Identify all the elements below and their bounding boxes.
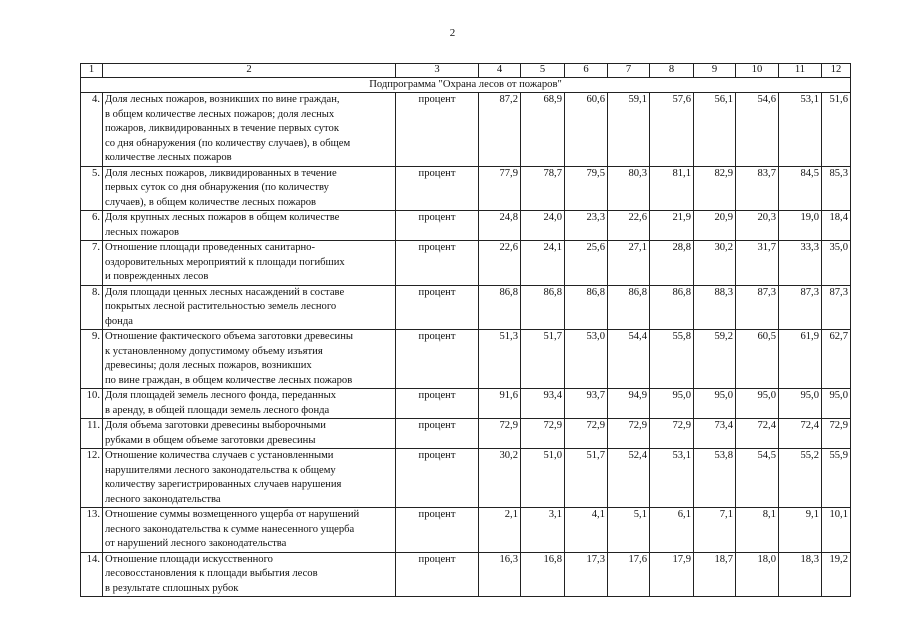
- value-cell: 72,4: [736, 419, 779, 449]
- description-line: в результате сплошных рубок: [105, 582, 239, 594]
- table-row: [81, 211, 851, 241]
- description-line: оздоровительных мероприятий к площади погибших: [105, 256, 345, 268]
- column-header: 7: [608, 64, 650, 78]
- value-cell: 93,4: [521, 389, 565, 419]
- row-number: 14.: [81, 552, 103, 597]
- table-header-row: [81, 64, 851, 78]
- unit-cell: процент: [396, 419, 479, 449]
- value-cell: 19,2: [822, 552, 851, 597]
- subprogram-title: Подпрограмма "Охрана лесов от пожаров": [81, 78, 851, 93]
- value-cell: 85,3: [822, 166, 851, 211]
- description-line: в общем количестве лесных пожаров; доля лесных: [105, 108, 335, 120]
- value-cell: 17,6: [608, 552, 650, 597]
- row-number: 7.: [81, 241, 103, 286]
- value-cell: 82,9: [694, 166, 736, 211]
- value-cell: 51,7: [565, 449, 608, 508]
- value-cell: 87,3: [779, 285, 822, 330]
- description-line: Доля лесных пожаров, ликвидированных в течение: [105, 167, 337, 179]
- value-cell: 87,3: [736, 285, 779, 330]
- unit-cell: процент: [396, 449, 479, 508]
- value-cell: 24,1: [521, 241, 565, 286]
- value-cell: 18,3: [779, 552, 822, 597]
- row-number: 6.: [81, 211, 103, 241]
- table-row: [81, 166, 851, 211]
- value-cell: 55,9: [822, 449, 851, 508]
- value-cell: 54,5: [736, 449, 779, 508]
- value-cell: 93,7: [565, 389, 608, 419]
- value-cell: 17,9: [650, 552, 694, 597]
- row-number: 5.: [81, 166, 103, 211]
- value-cell: 18,0: [736, 552, 779, 597]
- indicator-description: [103, 166, 396, 211]
- value-cell: 3,1: [521, 508, 565, 553]
- description-line: лесовосстановления к площади выбытия лесов: [105, 568, 318, 579]
- row-number: 10.: [81, 389, 103, 419]
- unit-cell: процент: [396, 166, 479, 211]
- unit-cell: процент: [396, 389, 479, 419]
- value-cell: 57,6: [650, 93, 694, 167]
- value-cell: 21,9: [650, 211, 694, 241]
- unit-cell: процент: [396, 93, 479, 167]
- value-cell: 23,3: [565, 211, 608, 241]
- description-line: Доля крупных лесных пожаров в общем количестве: [105, 212, 340, 223]
- description-line: Доля площади ценных лесных насаждений в составе: [105, 286, 345, 298]
- description-line: и поврежденных лесов: [105, 271, 209, 282]
- value-cell: 2,1: [479, 508, 521, 553]
- description-line: со дня обнаружения (по количеству случаев), в общем: [105, 137, 351, 149]
- value-cell: 22,6: [608, 211, 650, 241]
- value-cell: 83,7: [736, 166, 779, 211]
- value-cell: 72,9: [608, 419, 650, 449]
- indicator-description: [103, 285, 396, 330]
- indicator-description: [103, 552, 396, 597]
- column-header: 11: [779, 64, 822, 78]
- value-cell: 7,1: [694, 508, 736, 553]
- value-cell: 24,8: [479, 211, 521, 241]
- column-header: 10: [736, 64, 779, 78]
- row-number: 12.: [81, 449, 103, 508]
- column-header: 2: [103, 64, 396, 78]
- description-line: пожаров, ликвидированных в течение первых суток: [105, 123, 339, 134]
- value-cell: 31,7: [736, 241, 779, 286]
- value-cell: 53,1: [650, 449, 694, 508]
- row-number: 13.: [81, 508, 103, 553]
- value-cell: 33,3: [779, 241, 822, 286]
- value-cell: 18,4: [822, 211, 851, 241]
- description-line: по вине граждан, в общем количестве лесных пожаров: [105, 374, 353, 386]
- unit-cell: процент: [396, 552, 479, 597]
- value-cell: 62,7: [822, 330, 851, 389]
- value-cell: 22,6: [479, 241, 521, 286]
- value-cell: 20,9: [694, 211, 736, 241]
- column-header: 8: [650, 64, 694, 78]
- indicator-description: [103, 241, 396, 286]
- subprogram-row: [81, 78, 851, 93]
- value-cell: 59,1: [608, 93, 650, 167]
- unit-cell: процент: [396, 241, 479, 286]
- value-cell: 53,0: [565, 330, 608, 389]
- description-line: случаев), в общем количестве лесных пожаров: [105, 196, 317, 208]
- value-cell: 56,1: [694, 93, 736, 167]
- value-cell: 84,5: [779, 166, 822, 211]
- description-line: Доля площадей земель лесного фонда, переданных: [105, 390, 337, 401]
- value-cell: 88,3: [694, 285, 736, 330]
- value-cell: 51,3: [479, 330, 521, 389]
- row-number: 9.: [81, 330, 103, 389]
- table-row: [81, 330, 851, 389]
- value-cell: 95,0: [779, 389, 822, 419]
- value-cell: 53,8: [694, 449, 736, 508]
- table-row: [81, 93, 851, 167]
- indicators-table: [80, 63, 851, 597]
- indicator-description: [103, 508, 396, 553]
- unit-cell: процент: [396, 211, 479, 241]
- value-cell: 77,9: [479, 166, 521, 211]
- value-cell: 4,1: [565, 508, 608, 553]
- value-cell: 91,6: [479, 389, 521, 419]
- value-cell: 73,4: [694, 419, 736, 449]
- description-line: нарушителями лесного законодательства к общему: [105, 464, 336, 476]
- row-number: 4.: [81, 93, 103, 167]
- table-row: [81, 285, 851, 330]
- column-header: 9: [694, 64, 736, 78]
- unit-cell: процент: [396, 285, 479, 330]
- value-cell: 72,9: [822, 419, 851, 449]
- value-cell: 72,9: [650, 419, 694, 449]
- indicator-description: [103, 211, 396, 241]
- description-line: в аренду, в общей площади земель лесного фонда: [105, 404, 330, 416]
- value-cell: 54,4: [608, 330, 650, 389]
- description-line: Отношение фактического объема заготовки древесины: [105, 331, 354, 342]
- value-cell: 18,7: [694, 552, 736, 597]
- value-cell: 19,0: [779, 211, 822, 241]
- value-cell: 8,1: [736, 508, 779, 553]
- value-cell: 52,4: [608, 449, 650, 508]
- description-line: лесного законодательства: [105, 493, 221, 505]
- column-header: 5: [521, 64, 565, 78]
- value-cell: 16,3: [479, 552, 521, 597]
- description-line: от нарушений лесного законодательства: [105, 538, 287, 549]
- description-line: Отношение суммы возмещенного ущерба от нарушений: [105, 509, 360, 520]
- value-cell: 28,8: [650, 241, 694, 286]
- value-cell: 86,8: [608, 285, 650, 330]
- value-cell: 78,7: [521, 166, 565, 211]
- value-cell: 59,2: [694, 330, 736, 389]
- value-cell: 72,9: [521, 419, 565, 449]
- indicator-description: [103, 449, 396, 508]
- value-cell: 72,9: [479, 419, 521, 449]
- unit-cell: процент: [396, 508, 479, 553]
- value-cell: 20,3: [736, 211, 779, 241]
- value-cell: 51,7: [521, 330, 565, 389]
- value-cell: 24,0: [521, 211, 565, 241]
- value-cell: 60,6: [565, 93, 608, 167]
- table-row: [81, 241, 851, 286]
- description-line: фонда: [105, 315, 133, 327]
- indicator-description: [103, 419, 396, 449]
- value-cell: 30,2: [694, 241, 736, 286]
- table-row: [81, 419, 851, 449]
- value-cell: 60,5: [736, 330, 779, 389]
- value-cell: 86,8: [521, 285, 565, 330]
- description-line: древесины; доля лесных пожаров, возникших: [105, 360, 312, 371]
- description-line: количеству зарегистрированных случаев нарушения: [105, 479, 342, 490]
- table-body: [81, 64, 851, 597]
- description-line: первых суток со дня обнаружения (по количеству: [105, 182, 329, 193]
- value-cell: 95,0: [694, 389, 736, 419]
- row-number: 8.: [81, 285, 103, 330]
- value-cell: 9,1: [779, 508, 822, 553]
- value-cell: 10,1: [822, 508, 851, 553]
- value-cell: 27,1: [608, 241, 650, 286]
- indicator-description: [103, 389, 396, 419]
- value-cell: 51,0: [521, 449, 565, 508]
- value-cell: 95,0: [736, 389, 779, 419]
- indicator-description: [103, 93, 396, 167]
- description-line: Отношение количества случаев с установленными: [105, 450, 334, 461]
- value-cell: 87,3: [822, 285, 851, 330]
- value-cell: 80,3: [608, 166, 650, 211]
- value-cell: 72,9: [565, 419, 608, 449]
- value-cell: 68,9: [521, 93, 565, 167]
- value-cell: 35,0: [822, 241, 851, 286]
- value-cell: 94,9: [608, 389, 650, 419]
- value-cell: 54,6: [736, 93, 779, 167]
- row-number: 11.: [81, 419, 103, 449]
- value-cell: 55,8: [650, 330, 694, 389]
- table-row: [81, 508, 851, 553]
- table-row: [81, 389, 851, 419]
- value-cell: 86,8: [650, 285, 694, 330]
- value-cell: 95,0: [822, 389, 851, 419]
- unit-cell: процент: [396, 330, 479, 389]
- column-header: 3: [396, 64, 479, 78]
- description-line: Отношение площади проведенных санитарно-: [105, 242, 315, 253]
- value-cell: 86,8: [565, 285, 608, 330]
- description-line: лесного законодательства к сумме нанесенного ущерба: [105, 523, 355, 535]
- value-cell: 6,1: [650, 508, 694, 553]
- table-row: [81, 449, 851, 508]
- column-header: 1: [81, 64, 103, 78]
- column-header: 6: [565, 64, 608, 78]
- description-line: покрытых лесной растительностью земель лесного: [105, 301, 337, 312]
- value-cell: 55,2: [779, 449, 822, 508]
- value-cell: 16,8: [521, 552, 565, 597]
- description-line: количестве лесных пожаров: [105, 152, 232, 163]
- value-cell: 5,1: [608, 508, 650, 553]
- description-line: Доля объема заготовки древесины выборочными: [105, 420, 326, 431]
- value-cell: 95,0: [650, 389, 694, 419]
- column-header: 12: [822, 64, 851, 78]
- description-line: лесных пожаров: [105, 226, 180, 238]
- table-row: [81, 552, 851, 597]
- value-cell: 87,2: [479, 93, 521, 167]
- indicator-description: [103, 330, 396, 389]
- description-line: Отношение площади искусственного: [105, 553, 273, 565]
- value-cell: 79,5: [565, 166, 608, 211]
- value-cell: 81,1: [650, 166, 694, 211]
- description-line: к установленному допустимому объему изъятия: [105, 345, 323, 357]
- description-line: Доля лесных пожаров, возникших по вине граждан,: [105, 94, 340, 105]
- value-cell: 30,2: [479, 449, 521, 508]
- column-header: 4: [479, 64, 521, 78]
- page-number: 2: [449, 27, 456, 39]
- value-cell: 17,3: [565, 552, 608, 597]
- value-cell: 86,8: [479, 285, 521, 330]
- value-cell: 25,6: [565, 241, 608, 286]
- value-cell: 61,9: [779, 330, 822, 389]
- description-line: рубками в общем объеме заготовки древесины: [105, 434, 316, 446]
- value-cell: 51,6: [822, 93, 851, 167]
- value-cell: 53,1: [779, 93, 822, 167]
- value-cell: 72,4: [779, 419, 822, 449]
